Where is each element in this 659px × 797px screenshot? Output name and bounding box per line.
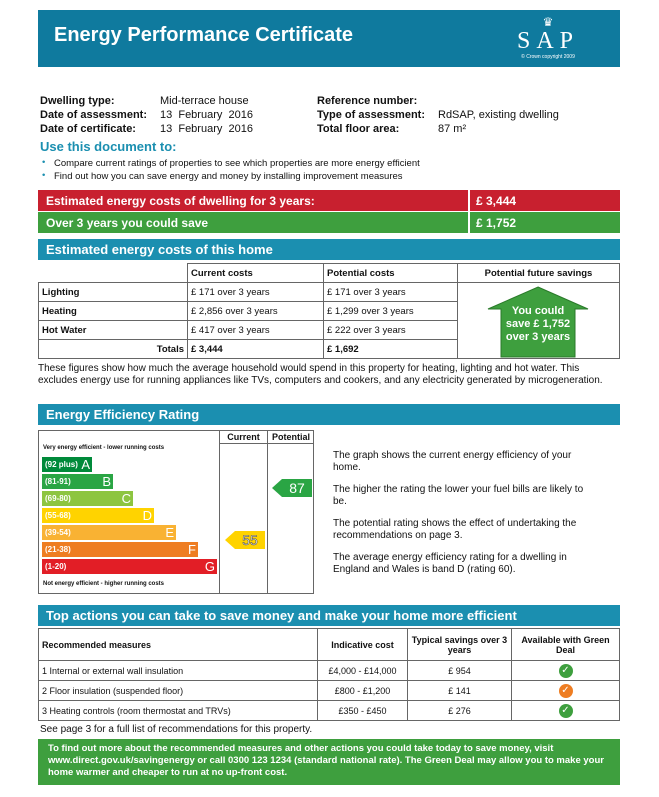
costs-note: These figures show how much the average household would spend in this property for heating, lighting and hot water. This excludes energy use for running appliances like TVs, computers and cookers, and any electricity generated by microgeneration. — [38, 363, 603, 386]
divider — [219, 431, 220, 593]
assessment-date-label: Date of assessment: — [40, 109, 147, 121]
measure-cell: 3 Heating controls (room thermostat and TRVs) — [39, 701, 318, 721]
cost-cell: £4,000 - £14,000 — [318, 661, 408, 681]
savings-label: Over 3 years you could save — [46, 216, 209, 230]
savings-line-3: over 3 years — [505, 331, 571, 343]
current-cost-cell: £ 171 over 3 years — [188, 283, 324, 302]
eer-band-letter: F — [188, 542, 196, 557]
divider — [468, 190, 470, 211]
potential-cost-cell: £ 171 over 3 years — [324, 283, 458, 302]
total-potential-cell: £ 1,692 — [324, 340, 458, 359]
indicative-cost-header: Indicative cost — [318, 629, 408, 661]
cost-cell: £800 - £1,200 — [318, 681, 408, 701]
row-label: Heating — [39, 302, 188, 321]
current-costs-header: Current costs — [188, 264, 324, 283]
table-header-row — [39, 629, 620, 661]
use-document-list — [40, 158, 620, 184]
green-deal-cell — [512, 661, 620, 681]
eer-band-range: (69-80) — [45, 494, 71, 503]
table-row — [39, 701, 620, 721]
table-header-row — [39, 264, 620, 283]
sap-logo-text: SAP — [516, 28, 580, 54]
current-rating-value: 55 — [242, 532, 258, 548]
estimated-cost-label: Estimated energy costs of dwelling for 3 years: — [46, 194, 315, 208]
eer-band-g — [42, 559, 217, 574]
list-item: • Find out how you can save energy and money by installing improvement measures — [40, 171, 620, 182]
savings-bar — [38, 212, 620, 233]
savings-arrow-text — [458, 305, 618, 344]
eer-current-header: Current — [227, 432, 260, 442]
current-cost-cell: £ 417 over 3 years — [188, 321, 324, 340]
eer-band-letter: C — [121, 491, 131, 506]
eer-band-b — [42, 474, 113, 489]
eer-band-letter: B — [102, 474, 111, 489]
footer-text: To find out more about the recommended measures and other actions you could take today to save money, visit www.direct.gov.uk/savingenergy or call 0300 123 1234 (standard national rate). The Green Deal may allow you to make your home warmer and cheaper to run at no up-front cost. — [48, 743, 604, 778]
divider — [267, 431, 268, 593]
sap-logo — [508, 16, 588, 64]
eer-band-c — [42, 491, 133, 506]
eer-graph — [38, 430, 314, 594]
list-item: • Compare current ratings of properties to see which properties are more energy efficient — [40, 158, 620, 169]
measure-cell: 1 Internal or external wall insulation — [39, 661, 318, 681]
eer-band-letter: E — [165, 525, 174, 540]
cost-cell: £350 - £450 — [318, 701, 408, 721]
eer-band-a — [42, 457, 92, 472]
reference-label: Reference number: — [317, 95, 418, 107]
eer-band-letter: A — [81, 457, 90, 472]
measure-cell: 2 Floor insulation (suspended floor) — [39, 681, 318, 701]
logo-copyright: © Crown copyright 2009 — [521, 54, 575, 60]
assessment-date-value: 13 February 2016 — [160, 109, 253, 121]
current-cost-cell: £ 2,856 over 3 years — [188, 302, 324, 321]
divider — [219, 443, 313, 444]
potential-cost-cell: £ 1,299 over 3 years — [324, 302, 458, 321]
footer-banner — [38, 739, 620, 785]
table-row — [39, 283, 620, 302]
green-deal-header: Available with Green Deal — [512, 629, 620, 661]
potential-rating-value: 87 — [289, 480, 305, 496]
check-icon: ✓ — [559, 664, 573, 678]
savings-cell: £ 141 — [408, 681, 512, 701]
costs-section-heading: Estimated energy costs of this home — [38, 239, 620, 260]
eer-potential-header: Potential — [271, 432, 310, 442]
eer-band-range: (81-91) — [45, 477, 71, 486]
total-current-cell: £ 3,444 — [188, 340, 324, 359]
eer-band-range: (1-20) — [45, 562, 67, 571]
eer-band-letter: G — [204, 559, 215, 574]
eer-text-1: The graph shows the current energy efficiency of your home. — [333, 450, 572, 473]
eer-explanation — [333, 450, 595, 576]
check-icon: ✓ — [559, 684, 573, 698]
costs-table — [38, 263, 620, 359]
potential-savings-header: Potential future savings — [458, 264, 620, 283]
savings-cell: £ 276 — [408, 701, 512, 721]
certificate-date-label: Date of certificate: — [40, 123, 136, 135]
eer-text-4: The average energy efficiency rating for a dwelling in England and Wales is band D (rating 60). — [333, 552, 567, 575]
recommendations-table — [38, 628, 620, 721]
green-deal-cell — [512, 701, 620, 721]
eer-bottom-label: Not energy efficient - higher running costs — [43, 581, 165, 587]
eer-text-3: The potential rating shows the effect of undertaking the recommendations on page 3. — [333, 518, 577, 541]
eer-top-label: Very energy efficient - lower running costs — [43, 445, 165, 451]
eer-band-d — [42, 508, 154, 523]
eer-band-range: (92 plus) — [45, 460, 78, 469]
savings-arrow-cell — [458, 283, 620, 359]
eer-band-e — [42, 525, 176, 540]
floor-area-value: 87 m² — [438, 123, 467, 135]
row-label: Hot Water — [39, 321, 188, 340]
eer-band-range: (55-68) — [45, 511, 71, 520]
row-label: Lighting — [39, 283, 188, 302]
header-banner — [38, 10, 620, 67]
dwelling-type-label: Dwelling type: — [40, 95, 115, 107]
savings-cell: £ 954 — [408, 661, 512, 681]
divider — [468, 212, 470, 233]
potential-costs-header: Potential costs — [324, 264, 458, 283]
actions-note: See page 3 for a full list of recommendations for this property. — [40, 724, 313, 735]
use-document-heading: Use this document to: — [40, 139, 177, 154]
crown-icon: ♛ — [542, 15, 554, 29]
floor-area-label: Total floor area: — [317, 123, 400, 135]
eer-band-f — [42, 542, 198, 557]
eer-bands — [42, 457, 218, 577]
assessment-type-label: Type of assessment: — [317, 109, 426, 121]
eer-text-2: The higher the rating the lower your fuel bills are likely to be. — [333, 484, 584, 507]
potential-rating-arrow — [272, 479, 312, 497]
measures-header: Recommended measures — [39, 629, 318, 661]
totals-label: Totals — [39, 340, 188, 359]
savings-value: £ 1,752 — [476, 216, 517, 230]
eer-section-heading: Energy Efficiency Rating — [38, 404, 620, 425]
eer-band-range: (39-54) — [45, 528, 71, 537]
table-row — [39, 661, 620, 681]
savings-line-2: save £ 1,752 — [505, 318, 571, 330]
current-rating-arrow — [225, 531, 265, 549]
potential-cost-cell: £ 222 over 3 years — [324, 321, 458, 340]
savings-line-1: You could — [511, 305, 565, 317]
table-row — [39, 681, 620, 701]
estimated-cost-value: £ 3,444 — [476, 194, 517, 208]
check-icon: ✓ — [559, 704, 573, 718]
eer-band-range: (21-38) — [45, 545, 71, 554]
assessment-type-value: RdSAP, existing dwelling — [438, 109, 559, 121]
page-title: Energy Performance Certificate — [54, 24, 354, 46]
dwelling-type-value: Mid-terrace house — [160, 95, 249, 107]
certificate-date-value: 13 February 2016 — [160, 123, 253, 135]
green-deal-cell — [512, 681, 620, 701]
eer-band-letter: D — [142, 508, 152, 523]
estimated-cost-bar — [38, 190, 620, 211]
typical-savings-header: Typical savings over 3 years — [408, 629, 512, 661]
actions-section-heading: Top actions you can take to save money and make your home more efficient — [38, 605, 620, 626]
